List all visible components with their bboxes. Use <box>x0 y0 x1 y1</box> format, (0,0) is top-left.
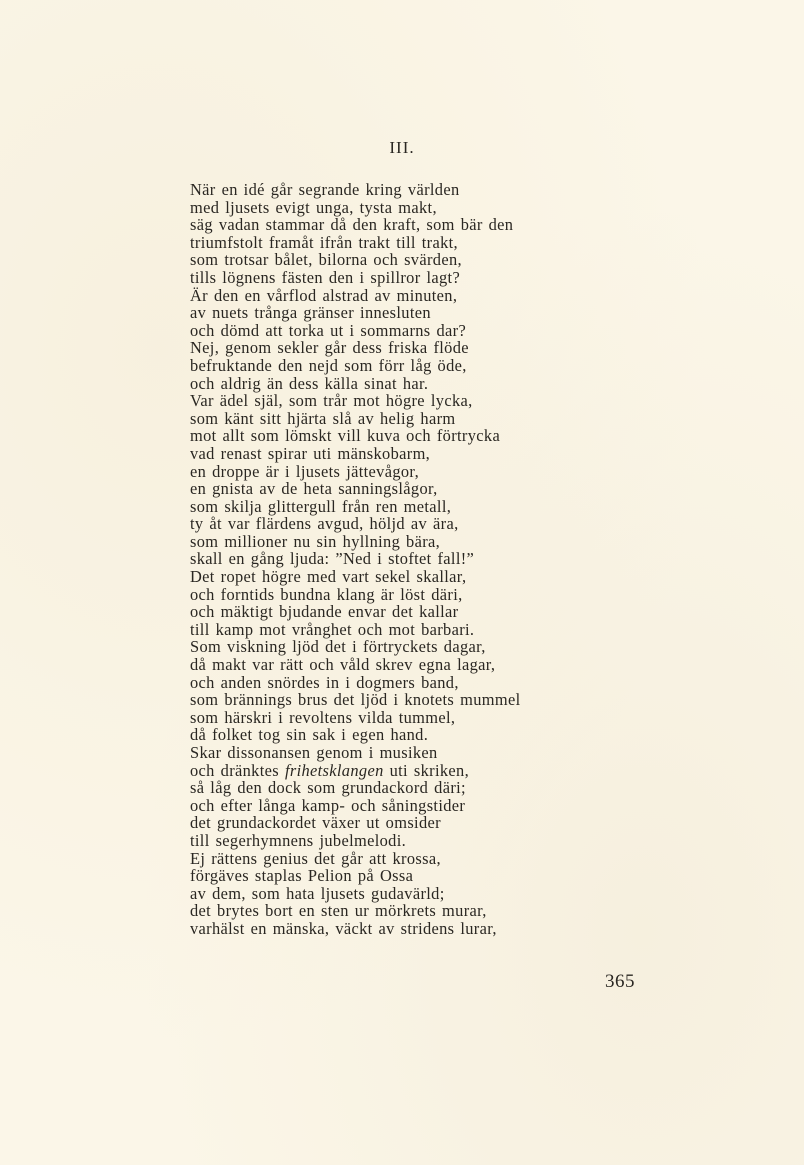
poem-line-text: som känt sitt hjärta slå av helig harm <box>190 408 456 428</box>
poem-line <box>190 920 520 938</box>
poem-line <box>190 850 520 868</box>
poem-line <box>190 691 520 709</box>
poem-line-text: det brytes bort en sten ur mörkrets murar, <box>190 901 487 921</box>
poem-line-text: till segerhymnens jubelmelodi. <box>190 830 407 850</box>
poem-line-text: Det ropet högre med vart sekel skallar, <box>190 567 467 587</box>
poem-line-text: triumfstolt framåt ifrån trakt till trakt, <box>190 232 458 252</box>
poem-line <box>190 744 520 762</box>
page-number: 365 <box>605 971 635 992</box>
poem-line-text: det grundackordet växer ut omsider <box>190 813 441 833</box>
poem-line <box>190 463 520 481</box>
poem-line-text: säg vadan stammar då den kraft, som bär den <box>190 215 514 235</box>
poem-line-text: av dem, som hata ljusets gudavärld; <box>190 883 445 903</box>
poem-line <box>190 586 520 604</box>
poem-line-text: Som viskning ljöd det i förtryckets dagar, <box>190 637 486 657</box>
poem-line-text: vad renast spirar uti mänskobarm, <box>190 443 431 463</box>
poem-line-text: som härskri i revoltens vilda tummel, <box>190 707 456 727</box>
poem-body <box>190 181 520 938</box>
poem-line <box>190 832 520 850</box>
poem-line <box>190 674 520 692</box>
poem-line-text: av nuets trånga gränser innesluten <box>190 303 431 323</box>
poem-line <box>190 199 520 217</box>
poem-line-text: Är den en vårflod alstrad av minuten, <box>190 285 458 305</box>
poem-line <box>190 762 520 780</box>
poem-line-text: ty åt var flärdens avgud, höljd av ära, <box>190 514 459 534</box>
poem-line <box>190 410 520 428</box>
poem-line <box>190 515 520 533</box>
poem-line-text: en gnista av de heta sanningslågor, <box>190 479 438 499</box>
poem-line <box>190 287 520 305</box>
poem-line <box>190 797 520 815</box>
poem-line <box>190 867 520 885</box>
poem-line <box>190 498 520 516</box>
poem-line <box>190 251 520 269</box>
poem-line-text: som brännings brus det ljöd i knotets mummel <box>190 690 521 710</box>
poem-line <box>190 779 520 797</box>
poem-line <box>190 445 520 463</box>
poem-line <box>190 427 520 445</box>
poem-line <box>190 339 520 357</box>
poem-line-text: och efter långa kamp- och såningstider <box>190 795 466 815</box>
poem-line-text: befruktande den nejd som förr låg öde, <box>190 355 467 375</box>
poem-line-text: och forntids bundna klang är löst däri, <box>190 584 463 604</box>
poem-line-text: som skilja glittergull från ren metall, <box>190 496 452 516</box>
poem-line-text: så låg den dock som grundackord däri; <box>190 778 466 798</box>
poem-line-italic-word: frihetsklangen <box>284 760 384 780</box>
poem-line-text: Skar dissonansen genom i musiken <box>190 743 438 762</box>
poem-line <box>190 885 520 903</box>
poem-line-text: Ej rättens genius det går att krossa, <box>190 848 441 868</box>
poem-line <box>190 392 520 410</box>
poem-line-text: Nej, genom sekler går dess friska flöde <box>190 338 469 358</box>
poem-line-text: som millioner nu sin hyllning bära, <box>190 531 441 551</box>
poem-line <box>190 726 520 744</box>
poem-line <box>190 357 520 375</box>
poem-line <box>190 322 520 340</box>
poem-line-text: en droppe är i ljusets jättevågor, <box>190 461 420 481</box>
poem-line <box>190 603 520 621</box>
poem-line <box>190 480 520 498</box>
poem-line <box>190 269 520 287</box>
poem-line <box>190 902 520 920</box>
poem-line <box>190 375 520 393</box>
poem-line <box>190 216 520 234</box>
poem-line-text: uti skriken, <box>383 760 470 780</box>
poem-line-text: och mäktigt bjudande envar det kallar <box>190 602 459 622</box>
poem-line <box>190 304 520 322</box>
poem-line-text: och anden snördes in i dogmers band, <box>190 672 459 692</box>
poem-line-text: När en idé går segrande kring världen <box>190 180 460 199</box>
poem-line <box>190 638 520 656</box>
section-heading: III. <box>389 138 415 157</box>
poem-line <box>190 814 520 832</box>
poem-line-text: till kamp mot vrånghet och mot barbari. <box>190 619 475 639</box>
poem-line <box>190 656 520 674</box>
poem-line-text: Var ädel själ, som trår mot högre lycka, <box>190 391 473 411</box>
poem-line-text: som trotsar bålet, bilorna och svärden, <box>190 250 462 270</box>
poem-line-text: mot allt som lömskt vill kuva och förtrycka <box>190 426 501 446</box>
poem-line-text: och aldrig än dess källa sinat har. <box>190 373 429 393</box>
poem-line-text: och dömd att torka ut i sommarns dar? <box>190 320 467 340</box>
poem-line <box>190 621 520 639</box>
poem-line-text: då makt var rätt och våld skrev egna lagar, <box>190 655 496 675</box>
poem-line-text: skall en gång ljuda: ”Ned i stoftet fall!” <box>190 549 475 569</box>
poem-line <box>190 709 520 727</box>
poem-line-text: med ljusets evigt unga, tysta makt, <box>190 197 437 217</box>
poem-line <box>190 181 520 199</box>
poem-line <box>190 550 520 568</box>
poem-line <box>190 568 520 586</box>
poem-line-text: förgäves staplas Pelion på Ossa <box>190 866 414 886</box>
poem-line-text: varhälst en mänska, väckt av stridens lurar, <box>190 918 497 938</box>
poem-line-text: då folket tog sin sak i egen hand. <box>190 725 429 745</box>
poem-line-text: tills lögnens fästen den i spillror lagt? <box>190 267 461 287</box>
poem-line-text: och dränktes <box>190 760 285 780</box>
poem-line <box>190 533 520 551</box>
poem-line <box>190 234 520 252</box>
